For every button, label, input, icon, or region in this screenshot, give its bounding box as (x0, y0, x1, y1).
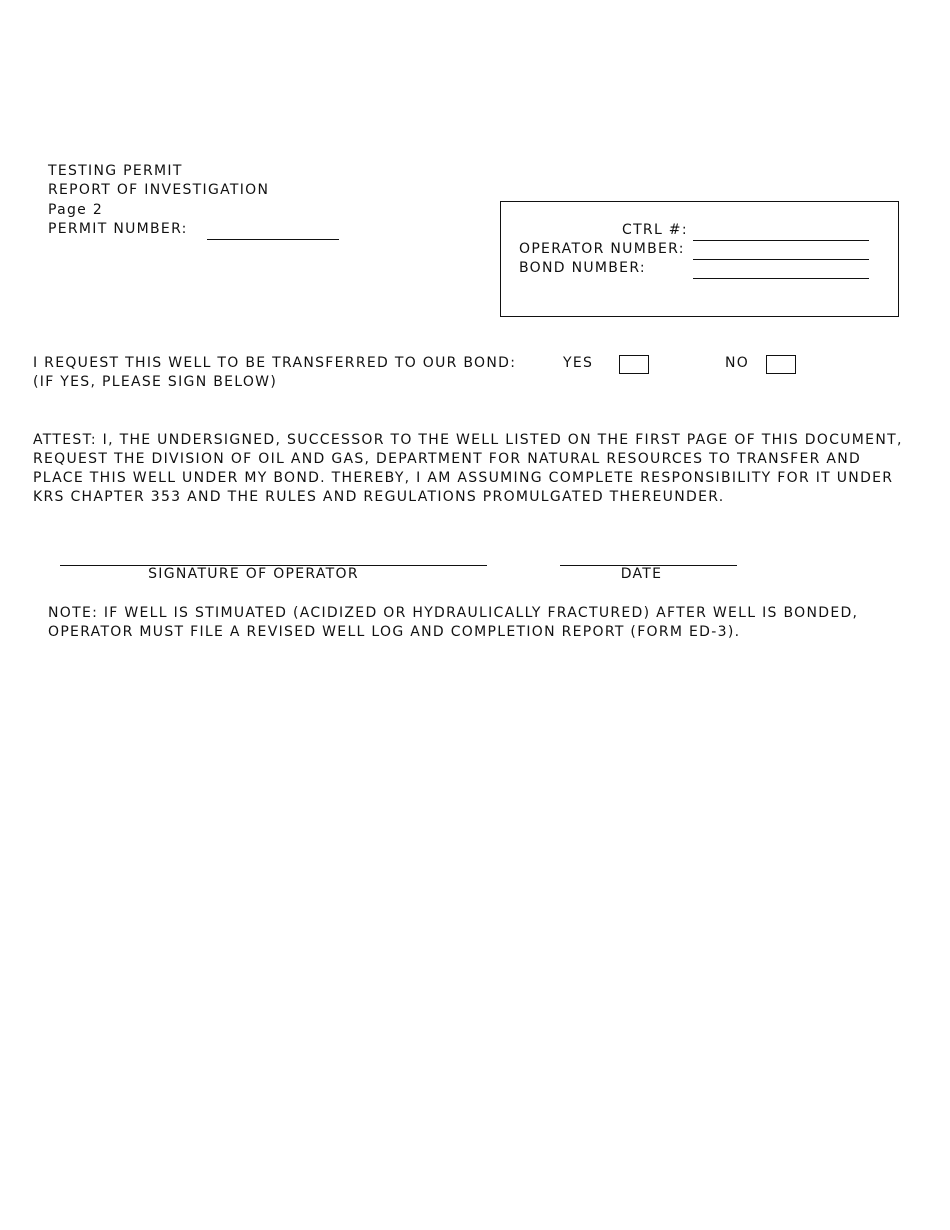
no-label: NO (725, 355, 750, 371)
note-line: NOTE: IF WELL IS STIMUATED (ACIDIZED OR HYDRAULICALLY FRACTURED) AFTER WELL IS BONDED, (48, 605, 859, 621)
no-checkbox[interactable] (766, 355, 796, 374)
page-number: Page 2 (48, 202, 104, 218)
transfer-request-text: I REQUEST THIS WELL TO BE TRANSFERRED TO OUR BOND: (33, 355, 517, 371)
attest-line: PLACE THIS WELL UNDER MY BOND. THEREBY, I AM ASSUMING COMPLETE RESPONSIBILITY FOR IT UNDER (33, 470, 894, 486)
ids-box (500, 201, 899, 317)
attest-line: REQUEST THE DIVISION OF OIL AND GAS, DEPARTMENT FOR NATURAL RESOURCES TO TRANSFER AND (33, 451, 862, 467)
bond-number-underline (693, 278, 869, 279)
form-title: TESTING PERMIT (48, 163, 183, 179)
permit-number-label: PERMIT NUMBER: (48, 221, 188, 237)
attest-line: ATTEST: I, THE UNDERSIGNED, SUCCESSOR TO THE WELL LISTED ON THE FIRST PAGE OF THIS DOCUMENT, (33, 432, 903, 448)
signature-label: SIGNATURE OF OPERATOR (148, 566, 359, 582)
date-label: DATE (620, 566, 663, 582)
ctrl-value[interactable] (694, 221, 869, 240)
bond-number-value[interactable] (694, 259, 869, 278)
ctrl-label: CTRL #: (622, 222, 688, 238)
permit-number-value[interactable] (208, 220, 338, 239)
transfer-request-instruction: (IF YES, PLEASE SIGN BELOW) (33, 374, 278, 390)
form-subtitle: REPORT OF INVESTIGATION (48, 182, 270, 198)
yes-checkbox[interactable] (619, 355, 649, 374)
operator-number-label: OPERATOR NUMBER: (519, 241, 685, 257)
permit-number-underline (207, 239, 339, 240)
attest-line: KRS CHAPTER 353 AND THE RULES AND REGULATIONS PROMULGATED THEREUNDER. (33, 489, 725, 505)
note-line: OPERATOR MUST FILE A REVISED WELL LOG AND COMPLETION REPORT (FORM ED-3). (48, 624, 741, 640)
note-paragraph (48, 604, 858, 642)
operator-number-value[interactable] (694, 240, 869, 259)
bond-number-label: BOND NUMBER: (519, 260, 646, 276)
yes-label: YES (563, 355, 594, 371)
attest-paragraph (33, 431, 903, 507)
